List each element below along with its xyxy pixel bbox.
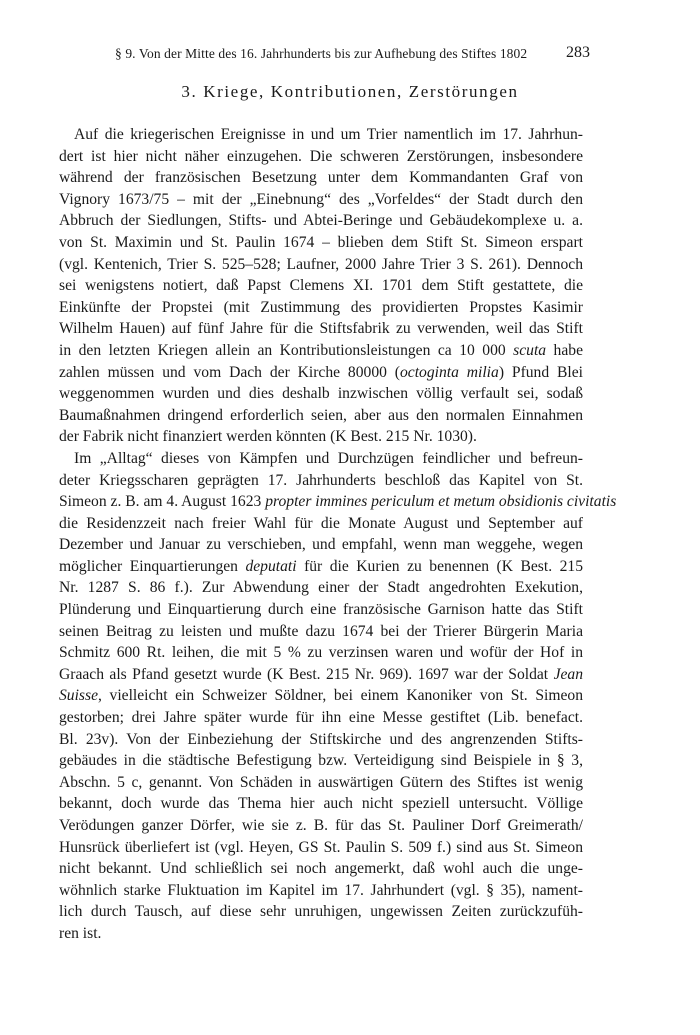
text-line: Auf die kriegerischen Ereignisse in und um Trier namentlich im 17. Jahrhun-: [74, 126, 583, 143]
text-line: zahlen müssen und vom Dach der Kirche 80000 (octoginta milia) Pfund Blei: [59, 363, 584, 381]
running-title: § 9. Von der Mitte des 16. Jahrhunderts bis zur Aufhebung des Stiftes 1802: [115, 46, 528, 61]
text-line: Hunsrück überliefert ist (vgl. Heyen, GS St. Paulin S. 509 f.) sind aus St. Simeon: [59, 838, 583, 856]
text-line: Schmitz 600 Rt. leihen, die mit 5 % zu verzinsen waren und wofür der Hof in: [59, 644, 583, 662]
text-line: Vignory 1673/75 – mit der „Einebnung“ des „Vorfeldes“ der Stadt durch den: [59, 190, 583, 208]
text-line: Plünderung und Einquartierung durch eine französische Garnison hatte das Stift: [59, 601, 583, 619]
text-line: bekannt, doch wurde das Thema hier auch nicht speziell untersucht. Völlige: [59, 795, 583, 813]
text-line: Simeon z. B. am 4. August 1623 propter immines periculum et metum obsidionis civitatis: [59, 493, 617, 511]
running-head: [115, 44, 590, 66]
text-line: gestorben; drei Jahre später wurde für ihn eine Messe gestiftet (Lib. benefact.: [59, 709, 583, 727]
text-line: nicht bekannt. Und schließlich sei noch angemerkt, daß wohl auch die unge-: [59, 860, 583, 878]
text-line: von St. Maximin und St. Paulin 1674 – blieben dem Stift St. Simeon erspart: [59, 233, 583, 251]
text-line: wöhnlich starke Fluktuation im Kapitel im 17. Jahrhundert (vgl. § 35), nament-: [59, 881, 583, 899]
text-line: während der französischen Besetzung unter dem Kommandanten Graf von: [59, 169, 583, 187]
text-line: Verödungen ganzer Dörfer, wie sie z. B. für das St. Pauliner Dorf Greimerath/: [59, 817, 583, 834]
text-line: Suisse, vielleicht ein Schweizer Söldner, bei einem Kanoniker von St. Simeon: [59, 687, 583, 705]
section-heading: 3. Kriege, Kontributionen, Zerstörungen: [181, 82, 519, 101]
text-line: Wilhelm Hauen) auf fünf Jahre für die Stiftsfabrik zu verwenden, weil das Stift: [59, 320, 583, 338]
page-number: 283: [566, 44, 590, 61]
text-line: seinen Beitrag zu leisten und mußte dazu 1674 bei der Trierer Bürgerin Maria: [59, 622, 583, 640]
text-line: die Residenzzeit nach freier Wahl für die Monate August und September auf: [59, 514, 583, 532]
text-line: (vgl. Kentenich, Trier S. 525–528; Laufner, 2000 Jahre Trier 3 S. 261). Dennoch: [59, 255, 583, 273]
text-line: in den letzten Kriegen allein an Kontributionsleistungen ca 10 000 scuta habe: [59, 341, 583, 359]
text-line: gebäudes in die städtische Befestigung bzw. Verteidigung sind Beispiele in § 3,: [59, 752, 583, 770]
text-line: ren ist.: [59, 924, 102, 942]
text-line: Abschn. 5 c, genannt. Von Schäden in auswärtigen Gütern des Stiftes ist wenig: [59, 773, 583, 791]
text-line: sei wenigstens notiert, daß Papst Clemens XI. 1701 dem Stift gestattete, die: [59, 277, 583, 295]
text-line: Nr. 1287 S. 86 f.). Zur Abwendung einer der Stadt angedrohten Exekution,: [59, 579, 583, 597]
text-line: Baumaßnahmen dringend erforderlich seien, aber aus den normalen Einnahmen: [59, 406, 583, 424]
body-text: [59, 124, 617, 945]
text-line: weggenommen wurden und dies deshalb inzwischen völlig verfault sei, sodaß: [59, 385, 583, 403]
text-line: lich durch Tausch, auf diese sehr unruhigen, ungewissen Zeiten zurückzufüh-: [59, 903, 583, 921]
text-line: Graach als Pfand gesetzt wurde (K Best. 215 Nr. 969). 1697 war der Soldat Jean: [59, 665, 583, 683]
text-line: der Fabrik nicht finanziert werden könnten (K Best. 215 Nr. 1030).: [59, 428, 477, 446]
text-line: Dezember und Januar zu verschieben, und empfahl, wenn man weggehe, wegen: [59, 536, 583, 554]
text-line: Abbruch der Siedlungen, Stifts- und Abtei-Beringe und Gebäudekomplexe u. a.: [59, 212, 583, 230]
text-line: deter Kriegsscharen geprägten 17. Jahrhunderts beschloß das Kapitel von St.: [59, 471, 583, 489]
text-line: möglicher Einquartierungen deputati für die Kurien zu benennen (K Best. 215: [59, 557, 583, 575]
text-line: Einkünfte der Propstei (mit Zustimmung des providierten Propstes Kasimir: [59, 298, 583, 316]
paragraph: [59, 448, 617, 945]
text-line: Im „Alltag“ dieses von Kämpfen und Durchzügen feindlicher und befreun-: [74, 449, 583, 467]
paragraph: [59, 124, 583, 448]
text-line: Bl. 23v). Von der Einbeziehung der Stiftskirche und des angrenzenden Stifts-: [59, 730, 583, 748]
text-line: dert ist hier nicht näher einzugehen. Die schweren Zerstörungen, insbesondere: [59, 147, 583, 165]
